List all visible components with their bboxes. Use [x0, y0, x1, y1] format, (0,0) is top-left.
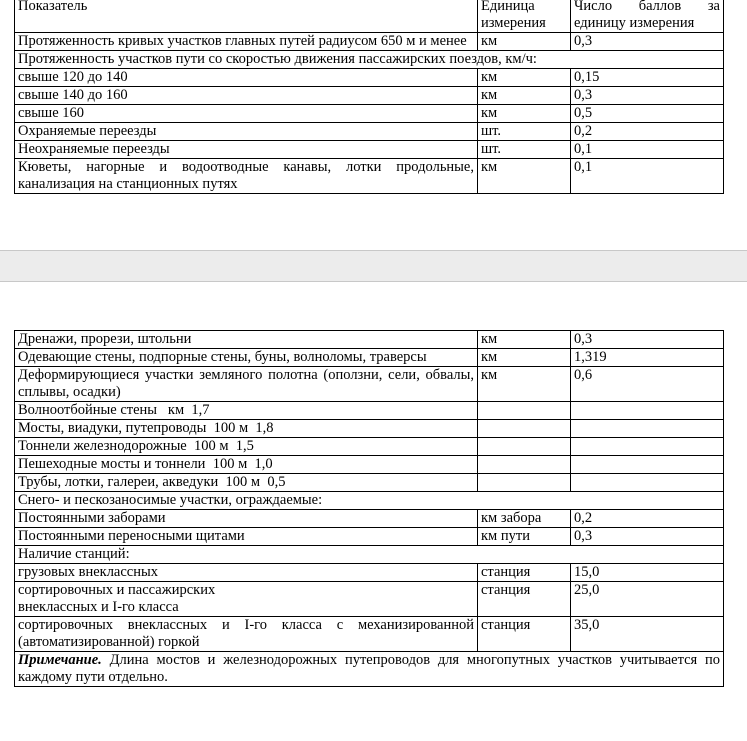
row-unit — [478, 402, 571, 420]
row-unit: км — [478, 159, 571, 194]
row-group-heading: Протяженность участков пути со скоростью движения пассажирских поездов, км/ч: — [15, 51, 724, 69]
row-name: Пешеходные мосты и тоннели 100 м 1,0 — [15, 456, 478, 474]
table-row — [15, 564, 724, 582]
table-row — [15, 528, 724, 546]
row-unit: км — [478, 331, 571, 349]
row-unit: шт. — [478, 141, 571, 159]
row-unit — [478, 456, 571, 474]
row-name: Протяженность кривых участков главных путей радиусом 650 м и менее — [15, 33, 478, 51]
page-bottom — [0, 282, 747, 741]
page-break — [0, 250, 747, 282]
table-row — [15, 141, 724, 159]
table-row — [15, 33, 724, 51]
row-name: Неохраняемые переезды — [15, 141, 478, 159]
row-unit: км — [478, 367, 571, 402]
table-row — [15, 474, 724, 492]
table-row — [15, 367, 724, 402]
row-unit: станция — [478, 617, 571, 652]
table-row — [15, 420, 724, 438]
row-unit: км — [478, 349, 571, 367]
row-name: грузовых внеклассных — [15, 564, 478, 582]
row-score: 0,3 — [571, 331, 724, 349]
table-row — [15, 492, 724, 510]
row-score: 0,15 — [571, 69, 724, 87]
table-row — [15, 87, 724, 105]
table-row — [15, 617, 724, 652]
note-text: Длина мостов и железнодорожных путепроводов для многопутных участков учитывается по каждому пути отдельно. — [18, 652, 720, 685]
row-score — [571, 420, 724, 438]
row-unit — [478, 420, 571, 438]
row-name: Дренажи, прорези, штольни — [15, 331, 478, 349]
row-score: 0,2 — [571, 510, 724, 528]
row-score: 1,319 — [571, 349, 724, 367]
row-score: 0,3 — [571, 87, 724, 105]
table-row — [15, 159, 724, 194]
table-row — [15, 123, 724, 141]
row-name: свыше 140 до 160 — [15, 87, 478, 105]
table-header-row — [15, 0, 724, 33]
row-name: Мосты, виадуки, путепроводы 100 м 1,8 — [15, 420, 478, 438]
table-row — [15, 546, 724, 564]
row-unit: станция — [478, 582, 571, 617]
row-score: 0,1 — [571, 141, 724, 159]
row-score: 15,0 — [571, 564, 724, 582]
row-name: Деформирующиеся участки земляного полотна (оползни, сели, обвалы, сплывы, осадки) — [15, 367, 478, 402]
row-unit: км забора — [478, 510, 571, 528]
header-unit: Единица измерения — [478, 0, 571, 33]
row-name: Кюветы, нагорные и водоотводные канавы, лотки продольные, канализация на станционных путях — [15, 159, 478, 194]
table-row — [15, 349, 724, 367]
row-name: Волноотбойные стены км 1,7 — [15, 402, 478, 420]
header-score: Число баллов за единицу измерения — [571, 0, 724, 33]
row-name: свыше 160 — [15, 105, 478, 123]
row-score — [571, 438, 724, 456]
indicators-table-part1 — [14, 0, 724, 194]
row-unit: шт. — [478, 123, 571, 141]
row-name: Постоянными заборами — [15, 510, 478, 528]
row-score: 0,6 — [571, 367, 724, 402]
row-score: 0,3 — [571, 528, 724, 546]
row-score — [571, 456, 724, 474]
table-row — [15, 510, 724, 528]
table-note-row — [15, 652, 724, 687]
row-score: 0,1 — [571, 159, 724, 194]
indicators-table-part2 — [14, 330, 724, 687]
row-unit: км — [478, 33, 571, 51]
table-row — [15, 438, 724, 456]
row-name: Трубы, лотки, галереи, акведуки 100 м 0,5 — [15, 474, 478, 492]
row-group-heading: Снего- и пескозаносимые участки, ограждаемые: — [15, 492, 724, 510]
row-score — [571, 402, 724, 420]
row-score: 25,0 — [571, 582, 724, 617]
row-score: 0,3 — [571, 33, 724, 51]
row-score: 0,2 — [571, 123, 724, 141]
row-name: Тоннели железнодорожные 100 м 1,5 — [15, 438, 478, 456]
row-name: Постоянными переносными щитами — [15, 528, 478, 546]
table-row — [15, 402, 724, 420]
table-row — [15, 582, 724, 617]
row-unit: км — [478, 105, 571, 123]
row-score — [571, 474, 724, 492]
table-row — [15, 456, 724, 474]
header-indicator: Показатель — [15, 0, 478, 33]
table-row — [15, 51, 724, 69]
row-name: Охраняемые переезды — [15, 123, 478, 141]
row-unit: км — [478, 87, 571, 105]
page-top — [0, 0, 747, 250]
row-score: 0,5 — [571, 105, 724, 123]
row-unit — [478, 474, 571, 492]
row-name: Одевающие стены, подпорные стены, буны, волноломы, траверсы — [15, 349, 478, 367]
row-unit — [478, 438, 571, 456]
row-name: сортировочных внеклассных и I-го класса с механизированной (автоматизированной) горкой — [15, 617, 478, 652]
table-row — [15, 105, 724, 123]
row-name: свыше 120 до 140 — [15, 69, 478, 87]
row-unit: км пути — [478, 528, 571, 546]
row-unit: км — [478, 69, 571, 87]
row-name: сортировочных и пассажирских внеклассных и I-го класса — [15, 582, 478, 617]
table-note — [15, 652, 724, 687]
note-label: Примечание. — [18, 652, 102, 668]
row-score: 35,0 — [571, 617, 724, 652]
table-row — [15, 331, 724, 349]
row-unit: станция — [478, 564, 571, 582]
row-group-heading: Наличие станций: — [15, 546, 724, 564]
table-row — [15, 69, 724, 87]
